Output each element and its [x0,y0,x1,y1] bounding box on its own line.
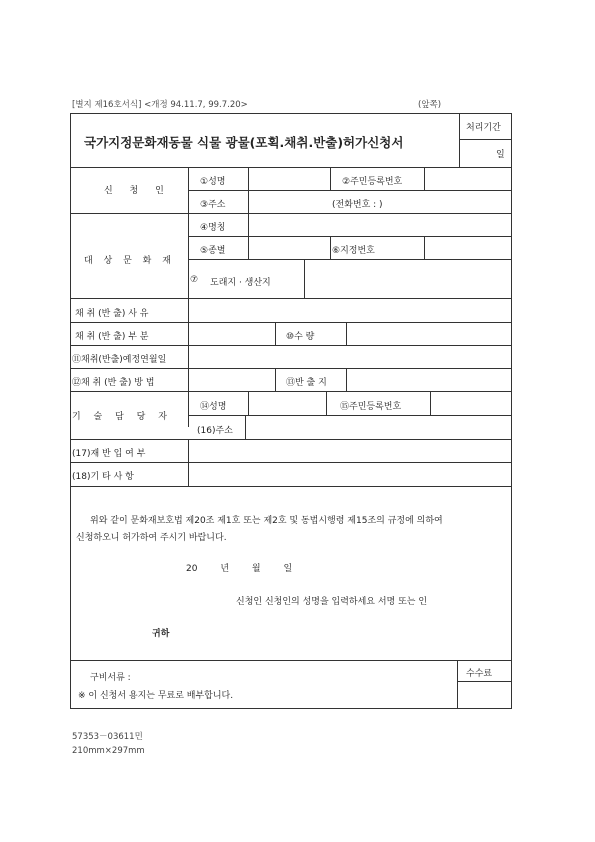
attachments-label: 구비서류 : [90,673,131,683]
target-origin-field[interactable] [306,261,510,296]
fee-field[interactable] [459,683,510,706]
technician-reg-no-label: ⑮주민등록번호 [340,402,402,412]
target-origin-number: ⑦ [190,275,199,285]
collection-reason-label: 채 취 (반 출) 사 유 [75,309,149,319]
technician-address-field[interactable] [247,417,510,437]
technician-reg-no-field[interactable] [432,393,510,413]
applicant-reg-no-label: ②주민등록번호 [342,177,403,187]
applicant-address-field[interactable] [250,192,330,211]
applicant-reg-no-field[interactable] [426,169,510,188]
target-type-label: ⑤종별 [200,246,226,256]
declaration-line-2: 신청하오니 허가하여 주시기 바랍니다. [76,533,227,543]
form-code: 57353－03611민 [72,732,143,742]
signer-line: 신청인 신청인의 성명을 입력하세요 서명 또는 인 [236,597,428,607]
collection-method-label: ⑫채 취 (반 출) 방 법 [72,378,155,388]
other-notes-label: (18)기 타 사 항 [72,472,134,482]
technician-name-field[interactable] [250,393,324,413]
target-title-label: ④명칭 [200,223,226,233]
quantity-field[interactable] [348,324,510,343]
free-distribution-note: ※ 이 신청서 용지는 무료로 배부합니다. [78,691,234,701]
processing-period-label: 처리기간 [466,123,501,133]
quantity-label: ⑩수 량 [286,332,315,342]
reimport-label: (17)재 반 입 여 부 [72,449,146,459]
paper-size: 210mm×297mm [72,746,145,756]
destination-field[interactable] [348,370,510,389]
target-origin-label: 도래지 · 생산지 [210,278,271,288]
form-reference: [별지 제16호서식] <개정 94.11.7, 99.7.20> [72,100,248,110]
collection-part-label: 채 취 (반 출) 부 분 [75,332,149,342]
processing-period-value: 일 [496,150,505,160]
collection-method-field[interactable] [190,370,273,389]
addressee-label: 귀하 [152,629,170,639]
form-title: 국가지정문화재동물 식물 광물(포획.채취.반출)허가신청서 [84,135,404,150]
target-title-field[interactable] [250,215,510,234]
technician-address-label: (16)주소 [197,426,233,436]
technician-name-label: ⑭성명 [200,402,227,412]
collection-schedule-label: ⑪채취(반출)예정연월일 [72,355,167,365]
applicant-section-label: 신 청 인 [104,186,171,196]
declaration-line-1: 위와 같이 문화재보호법 제20조 제1호 또는 제2호 및 동법시행령 제15조의 규정에 의하여 [90,516,443,526]
target-type-field[interactable] [250,238,328,257]
target-designation-no-label: ⑥지정번호 [332,246,375,256]
fee-label: 수수료 [466,669,493,679]
technician-section-label: 기 술 담 당 자 [72,412,172,422]
reimport-field[interactable] [190,441,510,460]
declaration-date: 20 년 월 일 [186,564,293,574]
collection-part-field[interactable] [190,324,273,343]
destination-label: ⑬반 출 지 [286,378,327,388]
target-designation-no-field[interactable] [426,238,510,257]
applicant-name-label: ①성명 [200,177,226,187]
collection-reason-field[interactable] [190,300,510,320]
collection-schedule-field[interactable] [190,347,510,366]
target-section-label: 대 상 문 화 재 [84,256,175,266]
other-notes-field[interactable] [190,464,510,484]
applicant-phone-label: (전화번호 : ) [332,200,383,210]
page-side-label: (앞쪽) [418,100,442,110]
applicant-name-field[interactable] [250,169,328,188]
applicant-address-label: ③주소 [200,200,226,210]
